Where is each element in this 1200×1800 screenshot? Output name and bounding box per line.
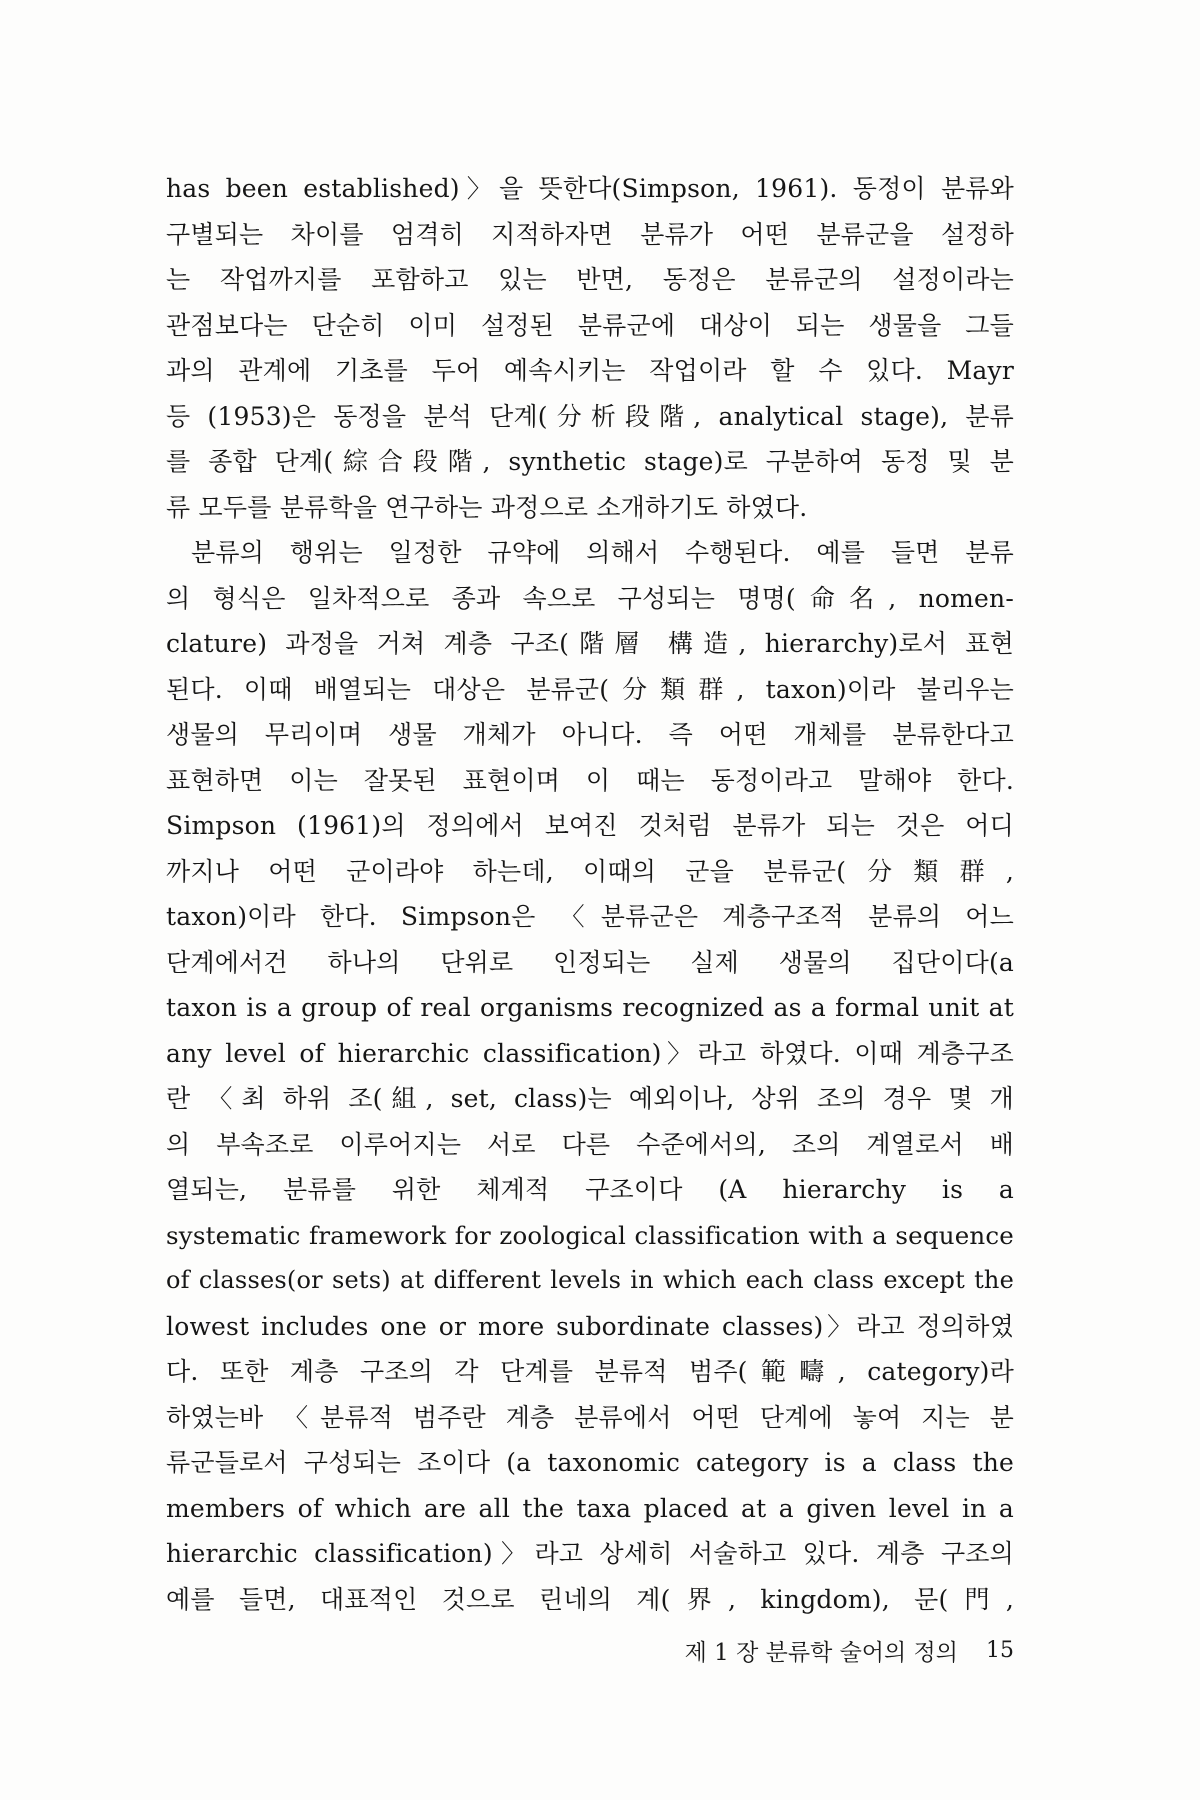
text-line: lowest includes one or more subordinate classes)〉라고 정의하였 <box>166 1311 1014 1341</box>
text-line: clature) 과정을 거쳐 계층 구조(階層 構造, hierarchy)로서 표현 <box>166 629 1014 658</box>
text-line: 류 모두를 분류학을 연구하는 과정으로 소개하기도 하였다. <box>166 492 808 522</box>
text-line: 의 형식은 일차적으로 종과 속으로 구성되는 명명(命名, nomen- <box>166 583 1014 613</box>
text-line: 예를 들면, 대표적인 것으로 린네의 계(界, kingdom), 문(門, <box>166 1584 1014 1614</box>
text-line: taxon is a group of real organisms recognized as a formal unit at <box>166 993 1014 1022</box>
text-line: 란 〈최 하위 조(組, set, class)는 예외이나, 상위 조의 경우 몇 개 <box>166 1084 1014 1113</box>
text-line: 생물의 무리이며 생물 개체가 아니다. 즉 어떤 개체를 분류한다고 <box>166 720 1014 749</box>
text-line: 를 종합 단계(綜合段階, synthetic stage)로 구분하여 동정 및 분 <box>166 447 1014 476</box>
page-footer <box>600 1630 1014 1670</box>
text-line: has been established)〉을 뜻한다(Simpson, 1961). 동정이 분류와 <box>166 174 1014 203</box>
text-line: 관점보다는 단순히 이미 설정된 분류군에 대상이 되는 생물을 그들 <box>166 310 1014 340</box>
text-line: 과의 관계에 기초를 두어 예속시키는 작업이라 할 수 있다. Mayr <box>166 356 1014 385</box>
text-line: 단계에서건 하나의 단위로 인정되는 실제 생물의 집단이다(a <box>166 947 1014 977</box>
text-line: 된다. 이때 배열되는 대상은 분류군(分類群, taxon)이라 불리우는 <box>166 674 1014 704</box>
text-line: systematic framework for zoological classification with a sequence <box>166 1220 1014 1250</box>
text-line: 표현하면 이는 잘못된 표현이며 이 때는 동정이라고 말해야 한다. <box>166 765 1014 795</box>
text-line: 구별되는 차이를 엄격히 지적하자면 분류가 어떤 분류군을 설정하 <box>166 219 1014 249</box>
text-line: taxon)이라 한다. Simpson은 〈분류군은 계층구조적 분류의 어느 <box>166 902 1014 931</box>
text-line: 하였는바 〈분류적 범주란 계층 분류에서 어떤 단계에 놓여 지는 분 <box>166 1402 1014 1432</box>
page-number: 15 <box>986 1637 1014 1663</box>
text-line: members of which are all the taxa placed at a given level in a <box>166 1493 1014 1523</box>
text-line: any level of hierarchic classification)〉라고 하였다. 이때 계층구조 <box>166 1038 1014 1068</box>
chapter-running-title: 제 1 장 분류학 술어의 정의 <box>684 1639 958 1666</box>
text-line: 류군들로서 구성되는 조이다 (a taxonomic category is a class the <box>166 1448 1014 1477</box>
text-line: 는 작업까지를 포함하고 있는 반면, 동정은 분류군의 설정이라는 <box>166 265 1014 294</box>
text-line: 분류의 행위는 일정한 규약에 의해서 수행된다. 예를 들면 분류 <box>191 538 1014 567</box>
text-line: hierarchic classification)〉라고 상세히 서술하고 있다. 계층 구조의 <box>166 1539 1014 1568</box>
text-line: Simpson (1961)의 정의에서 보여진 것처럼 분류가 되는 것은 어디 <box>166 811 1014 840</box>
text-line: 등 (1953)은 동정을 분석 단계(分析段階, analytical stage), 분류 <box>166 401 1014 431</box>
text-line: 열되는, 분류를 위한 체계적 구조이다 (A hierarchy is a <box>166 1175 1014 1204</box>
text-line: 까지나 어떤 군이라야 하는데, 이때의 군을 분류군(分類群, <box>166 856 1014 886</box>
text-line: 의 부속조로 이루어지는 서로 다른 수준에서의, 조의 계열로서 배 <box>166 1129 1014 1159</box>
body-text <box>166 166 1014 1622</box>
text-line: 다. 또한 계층 구조의 각 단계를 분류적 범주(範疇, category)라 <box>166 1357 1014 1386</box>
text-line: of classes(or sets) at different levels in which each class except the <box>166 1266 1014 1294</box>
